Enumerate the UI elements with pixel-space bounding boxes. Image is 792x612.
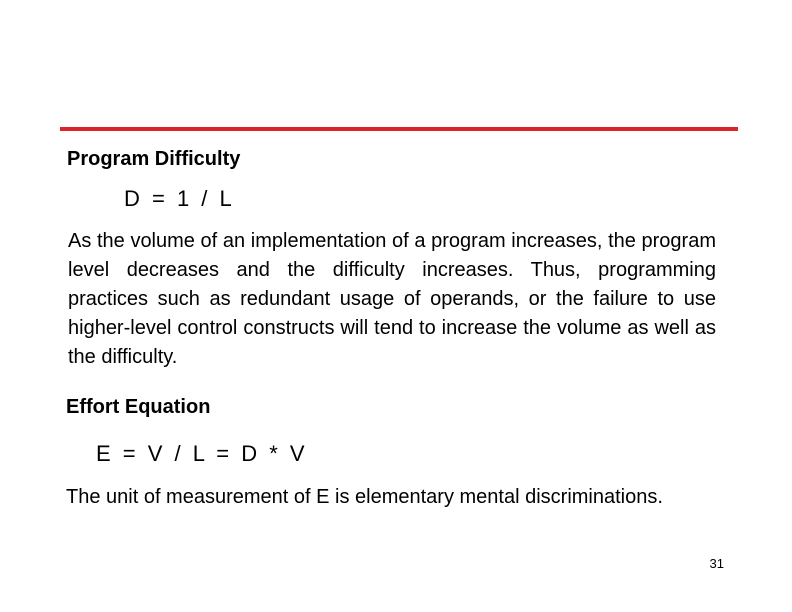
page-number: 31	[709, 556, 724, 571]
difficulty-paragraph: As the volume of an implementation of a program increases, the program level decreases and the difficulty increases. Thus, programming practices such as redundant usage of operands, or the failure to use higher-level control constructs will tend to increase the volume as well as the difficulty.	[68, 230, 716, 368]
program-difficulty-heading: Program Difficulty	[67, 148, 241, 170]
difficulty-equation: D = 1 / L	[124, 186, 235, 211]
effort-equation: E = V / L = D * V	[96, 441, 308, 466]
title-divider	[60, 127, 738, 131]
effort-paragraph: The unit of measurement of E is elementary mental discriminations.	[66, 486, 663, 508]
effort-equation-heading: Effort Equation	[66, 396, 211, 418]
